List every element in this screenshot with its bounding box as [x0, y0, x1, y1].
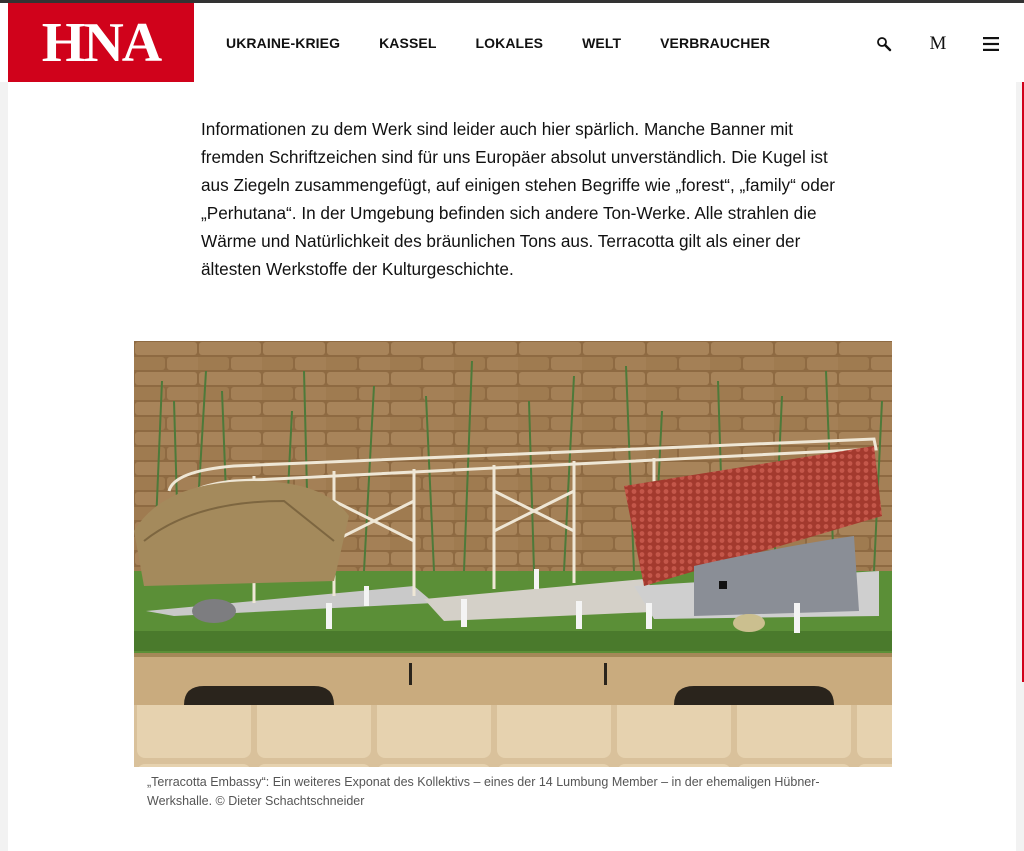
- header-actions: [872, 29, 1012, 59]
- main-nav: [226, 35, 809, 51]
- article-content: [8, 82, 1016, 851]
- nav-item-welt[interactable]: WELT: [582, 35, 622, 51]
- m-icon[interactable]: M: [929, 33, 947, 54]
- nav-item-verbraucher[interactable]: VERBRAUCHER: [660, 35, 771, 51]
- site-header: [0, 3, 1024, 82]
- article-paragraph: Informationen zu dem Werk sind leider auch hier spärlich. Manche Banner mit fremden Schriftzeichen sind für uns Europäer absolut unverständlich. Die Kugel ist aus Ziegeln zusammengefügt, auf einigen stehen Begriffe wie „forest“, „family“ oder „Perhutana“. In der Umgebung befinden sich andere Ton-Werke. Alle strahlen die Wärme und Natürlichkeit des bräunlichen Tons aus. Terracotta gilt als einer der ältesten Werkstoffe der Kulturgeschichte.: [201, 119, 836, 279]
- nav-item-ukraine-krieg[interactable]: UKRAINE-KRIEG: [226, 35, 341, 51]
- menu-icon[interactable]: [980, 29, 1002, 59]
- image-caption: „Terracotta Embassy“: Ein weiteres Exponat des Kollektivs – eines der 14 Lumbung Member – in der ehemaligen Hübner-Werkshalle. © Dieter Schachtschneider: [147, 775, 820, 808]
- nav-item-kassel[interactable]: KASSEL: [379, 35, 437, 51]
- terracotta-embassy-photo: [134, 341, 892, 767]
- search-icon[interactable]: [872, 29, 896, 59]
- logo-text: HNA: [41, 11, 161, 74]
- nav-item-lokales[interactable]: LOKALES: [475, 35, 544, 51]
- article-image[interactable]: [134, 341, 892, 767]
- hna-logo[interactable]: [8, 3, 194, 82]
